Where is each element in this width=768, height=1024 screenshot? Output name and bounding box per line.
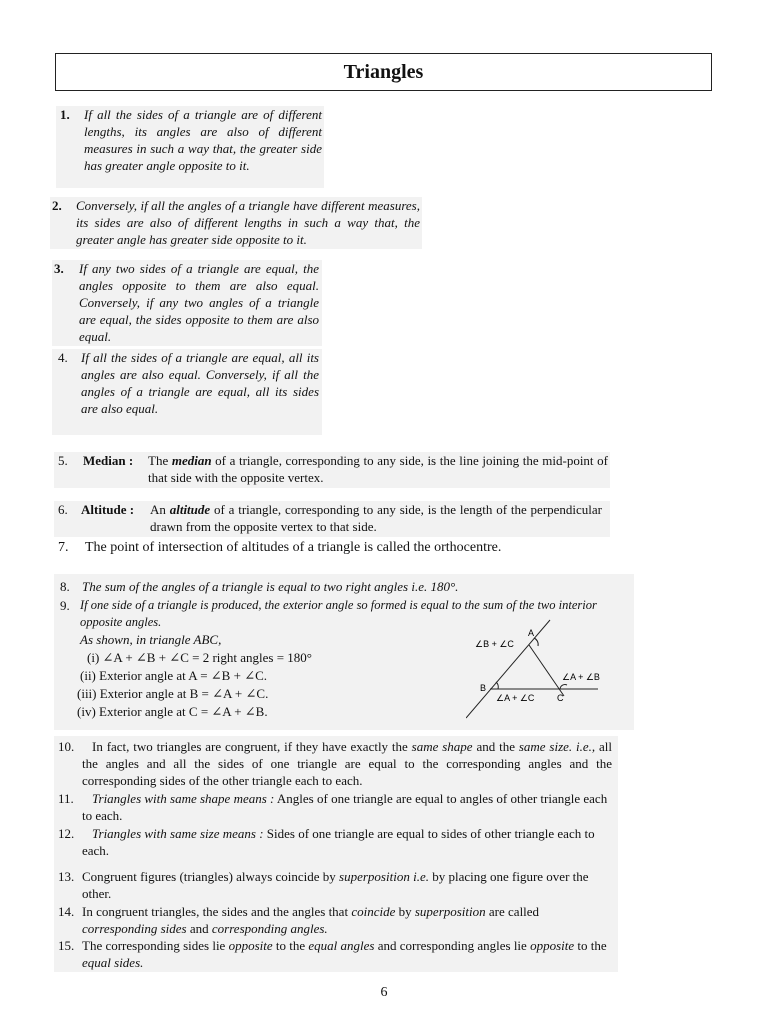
item-number: 7. bbox=[58, 540, 69, 555]
item-text: The sum of the angles of a triangle is equal to two right angles i.e. 180°. bbox=[82, 579, 459, 594]
angle-mark-a bbox=[534, 638, 538, 646]
side-ab bbox=[466, 620, 550, 718]
item-number: 2. bbox=[52, 198, 62, 213]
item-number: 15. bbox=[58, 938, 75, 953]
item-number: 13. bbox=[58, 869, 75, 884]
item-text: Conversely, if all the angles of a triangle have different measures, its sides are also of different lengths in such a way that, the greater angle has greater side opposite to it. bbox=[76, 198, 420, 247]
item-text: The point of intersection of altitudes of a triangle is called the orthocentre. bbox=[85, 540, 502, 555]
item-text: Triangles with same size means : Sides of one triangle are equal to sides of other triangle each to each. bbox=[82, 826, 595, 858]
item-number: 3. bbox=[54, 261, 64, 276]
list-item-4 bbox=[52, 349, 322, 435]
item-number: 12. bbox=[58, 826, 75, 841]
item-number: 11. bbox=[58, 791, 74, 806]
vertex-b-label: B bbox=[480, 683, 487, 693]
label-bottom-angle: ∠A + ∠C bbox=[496, 693, 535, 703]
list-item-5 bbox=[54, 452, 610, 488]
item-number: 6. bbox=[58, 502, 68, 517]
item-number: 5. bbox=[58, 453, 68, 468]
page-title: Triangles bbox=[343, 61, 424, 83]
list-item-2 bbox=[50, 197, 422, 249]
page-number: 6 bbox=[380, 985, 388, 1000]
item-text-2: As shown, in triangle ABC, bbox=[80, 632, 222, 647]
item-text: The corresponding sides lie opposite to the equal angles and corresponding angles lie opposite to the equal sides. bbox=[82, 938, 607, 970]
item-text: In fact, two triangles are congruent, if they have exactly the same shape and the same size. i.e., all the angles and all the sides of one triangle are equal to the corresponding angles and the corresponding sides of the other triangle each to each. bbox=[82, 739, 613, 788]
item-text: If all the sides of a triangle are of different lengths, its angles are also of different measures in such a way that, the greater side has greater angle opposite to it. bbox=[84, 107, 322, 173]
list-item-7 bbox=[58, 539, 618, 559]
item-number: 8. bbox=[60, 579, 70, 594]
item-number: 10. bbox=[58, 739, 75, 754]
sub-item-iv: (iv) Exterior angle at C = ∠A + ∠B. bbox=[77, 704, 268, 719]
item-text: Congruent figures (triangles) always coincide by superposition i.e. by placing one figure over the other. bbox=[82, 869, 589, 901]
item-number: 14. bbox=[58, 904, 75, 919]
item-number: 9. bbox=[60, 598, 70, 613]
vertex-a-label: A bbox=[528, 628, 535, 638]
altitude-label: Altitude : bbox=[81, 502, 135, 517]
list-item-6 bbox=[54, 501, 610, 537]
item-number: 1. bbox=[60, 107, 70, 122]
item-number: 4. bbox=[58, 350, 68, 365]
triangle-figure bbox=[466, 614, 626, 724]
item-text: If any two sides of a triangle are equal, the angles opposite to them are also equal. Conversely, if any two angles of a triangle are equal, the sides opposite to them are also equal. bbox=[79, 261, 319, 344]
title-box bbox=[55, 53, 712, 91]
altitude-definition: An altitude of a triangle, corresponding to any side, is the length of the perpendicular drawn from the opposite vertex to that side. bbox=[150, 502, 603, 534]
label-right-angle: ∠A + ∠B bbox=[562, 672, 600, 682]
angle-mark-b bbox=[496, 682, 498, 689]
sub-item-ii: (ii) Exterior angle at A = ∠B + ∠C. bbox=[80, 668, 268, 683]
sub-item-i: (i) ∠A + ∠B + ∠C = 2 right angles = 180° bbox=[87, 650, 312, 665]
median-label: Median : bbox=[83, 453, 134, 468]
label-top-angle: ∠B + ∠C bbox=[475, 639, 514, 649]
item-text: Triangles with same shape means : Angles of one triangle are equal to angles of other triangle each to each. bbox=[82, 791, 608, 823]
list-item-3 bbox=[52, 260, 322, 346]
sub-item-iii: (iii) Exterior angle at B = ∠A + ∠C. bbox=[77, 686, 269, 701]
list-item-1 bbox=[56, 106, 324, 188]
item-text: If all the sides of a triangle are equal, all its angles are also equal. Conversely, if all the angles of a triangle are equal, all its sides are also equal. bbox=[81, 350, 319, 416]
item-text: If one side of a triangle is produced, the exterior angle so formed is equal to the sum of the two interior opposite angles. bbox=[80, 598, 597, 629]
angle-mark-c bbox=[560, 685, 567, 689]
item-text: In congruent triangles, the sides and the angles that coincide by superposition are called corresponding sides and corresponding angles. bbox=[82, 904, 540, 936]
vertex-c-label: C bbox=[557, 693, 564, 703]
side-ac-produced bbox=[529, 645, 564, 696]
median-definition: The median of a triangle, corresponding to any side, is the line joining the mid-point of that side with the opposite vertex. bbox=[148, 453, 608, 485]
